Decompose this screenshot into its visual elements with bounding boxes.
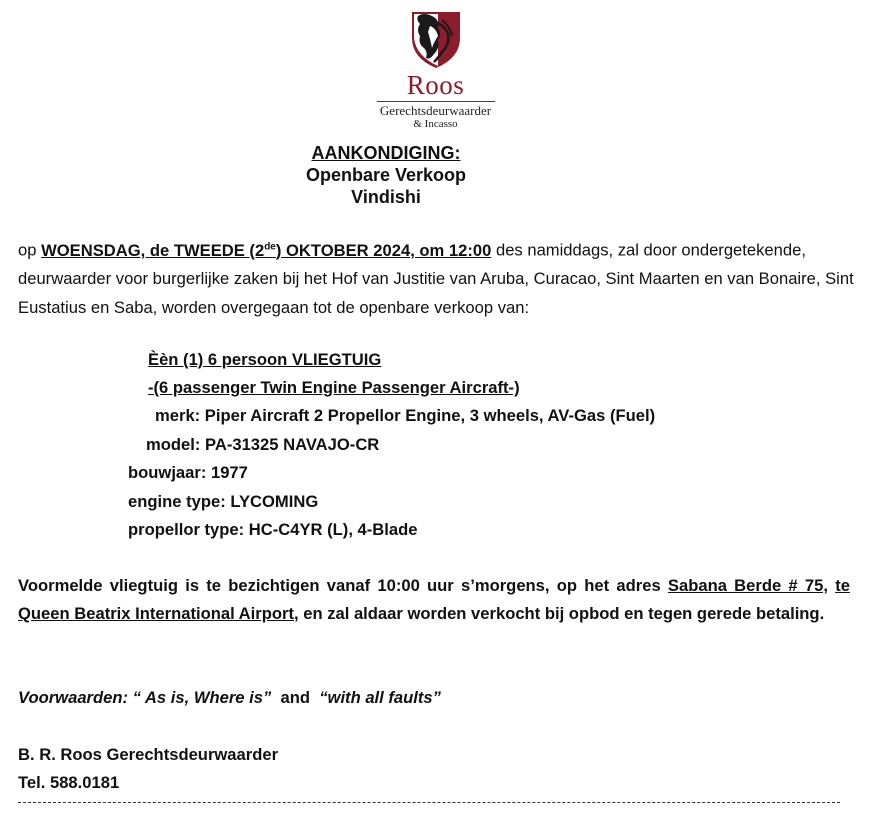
item-propellor-type: propellor type: HC-C4YR (L), 4-Blade <box>128 520 418 539</box>
brand-name: Roos <box>406 70 465 100</box>
brand-subtitle-2: & Incasso <box>413 118 458 130</box>
date-superscript: de <box>264 241 276 252</box>
item-model: model: PA-31325 NAVAJO-CR <box>146 435 380 454</box>
viewing-address: Sabana Berde # 75, <box>667 576 828 595</box>
viewing-airport: te Queen Beatrix International Airport <box>18 576 850 623</box>
conditions-term-2: “with all faults” <box>319 688 441 707</box>
signature-name: B. R. Roos Gerechtsdeurwaarder <box>18 745 279 764</box>
company-logo <box>0 8 871 130</box>
brand-divider <box>377 101 495 102</box>
conditions-label: Voorwaarden: <box>18 688 129 707</box>
dashed-divider <box>18 802 840 803</box>
viewing-paragraph: Voormelde vliegtuig is te bezichtigen vanaf 10:00 uur s’morgens, op het adres Sabana Berde # 75, te Queen Beatrix International Airport, en zal aldaar worden verkocht bij opbod en tegen gerede betaling. <box>18 576 850 623</box>
intro-text: des namiddags, zal door ondergetekende, deurwaarder voor burgerlijke zaken bij het Hof van Justitie van Aruba, Curacao, Sint Maarten en van Bonaire, Sint Eustatius en Saba, worden overgegaan tot de openbare verkoop van: <box>18 240 854 317</box>
item-engine-type: engine type: LYCOMING <box>128 492 319 511</box>
item-build-year: bouwjaar: 1977 <box>128 463 248 482</box>
heading-subtitle: Openbare Verkoop <box>305 165 467 185</box>
lion-shield-icon <box>408 8 464 70</box>
announcement-heading <box>0 142 772 208</box>
brand-subtitle: Gerechtsdeurwaarder <box>379 103 492 118</box>
conditions-term-1: “ As is, Where is” <box>128 688 272 707</box>
auction-date: WOENSDAG, de TWEEDE (2de) OKTOBER 2024, om 12:00 <box>41 240 492 260</box>
heading-item-name: Vindishi <box>351 187 421 207</box>
item-brand: merk: Piper Aircraft 2 Propellor Engine, 3 wheels, AV-Gas (Fuel) <box>155 406 656 425</box>
heading-title: AANKONDIGING: <box>311 143 461 163</box>
conditions-line: Voorwaarden: “ As is, Where is” and “with all faults” <box>18 688 441 707</box>
intro-paragraph <box>18 233 858 322</box>
item-title: Èèn (1) 6 persoon VLIEGTUIG <box>148 350 382 369</box>
intro-prefix: op <box>18 240 42 260</box>
signature-phone: Tel. 588.0181 <box>18 773 120 792</box>
item-description: -(6 passenger Twin Engine Passenger Aircraft-) <box>148 378 520 397</box>
